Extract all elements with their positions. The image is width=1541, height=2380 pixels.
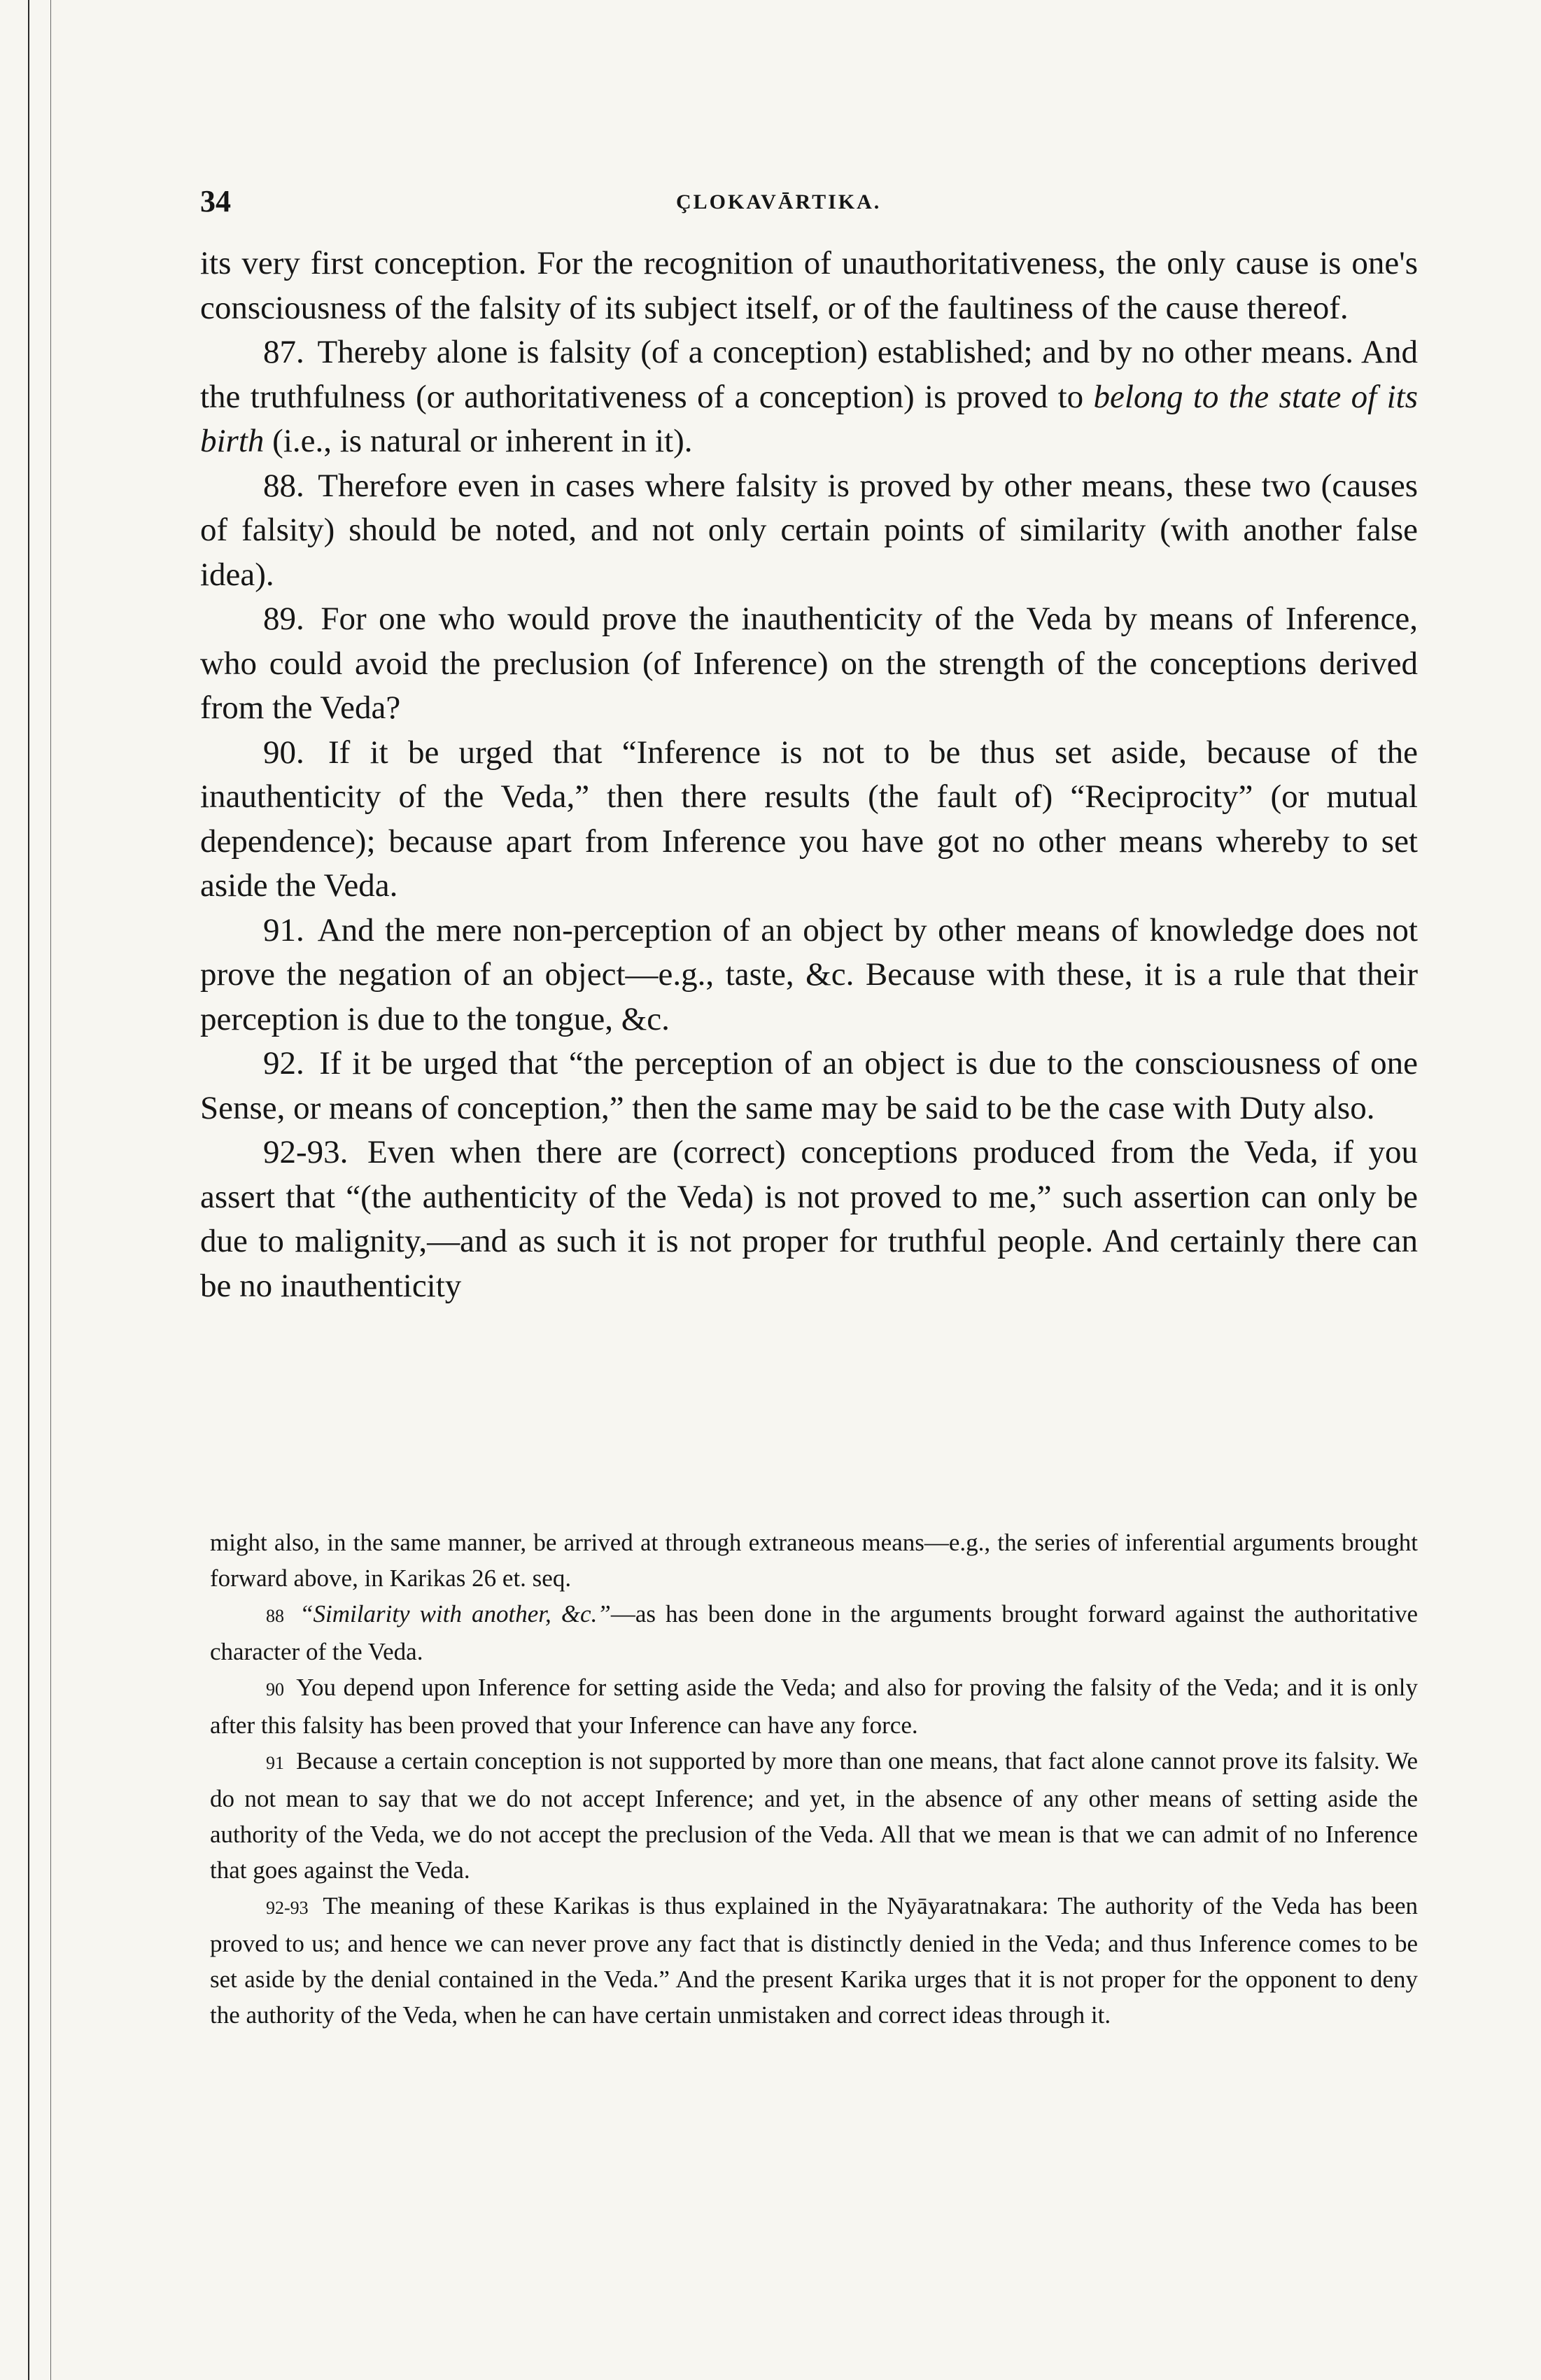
verse-92 — [200, 1042, 1418, 1130]
verse-text: If it be urged that “the perception of an object is due to the consciousness of one Sense, or means of conception,” then the same may be said to be the case with Duty also. — [200, 1045, 1418, 1126]
footnote-continuation: might also, in the same manner, be arrived at through extraneous means—e.g., the series of inferential arguments brought forward above, in Karikas 26 et. seq. — [210, 1529, 1418, 1592]
footnote-text: Because a certain conception is not supported by more than one means, that fact alone cannot prove its falsity. We do not mean to say that we do not accept Inference; and yet, in the absence of any other means of setting aside the authority of the Veda, we do not accept the preclusion of the Veda. All that we mean is that we can admit of no Inference that goes against the Veda. — [210, 1747, 1419, 1884]
verse-number: 90. — [263, 734, 304, 771]
verse-number: 88. — [263, 467, 304, 504]
binding-edge-line — [50, 0, 51, 2380]
footnote-text: —as has been done in the arguments brought forward against the authoritative character of the Veda. — [210, 1600, 1419, 1665]
verse-number: 92. — [263, 1045, 304, 1082]
verse-text: And the mere non-perception of an object by other means of knowledge does not prove the negation of an object—e.g., taste, &c. Because with these, it is a rule that their perception is due to the tongue, &c. — [200, 911, 1418, 1037]
footnote-text: The meaning of these Karikas is thus explained in the Nyāyaratnakara: The authority of the Veda has been proved to us; and hence we can never prove any fact that is distinctly denied in the Veda; and thus Inference comes to be set aside by the denial contained in the Veda.” And the present Karika urges that it is not proper for the opponent to deny the authority of the Veda, when he can have certain unmistaken and correct ideas through it. — [210, 1892, 1418, 2029]
verse-number: 87. — [263, 334, 304, 370]
page-number: 34 — [200, 184, 231, 218]
footnote-text: You depend upon Inference for setting aside the Veda; and also for proving the falsity of the Veda; and it is only after this falsity has been proved that your Inference can have any force. — [210, 1674, 1419, 1739]
footnote-91 — [210, 1743, 1418, 1888]
verse-87 — [200, 330, 1418, 464]
verse-88 — [200, 464, 1418, 598]
footnote-90 — [210, 1670, 1418, 1743]
page-header — [200, 183, 1418, 225]
main-text — [200, 241, 1418, 1308]
verse-90 — [200, 731, 1418, 909]
binding-edge-line — [28, 0, 29, 2380]
footnote-88 — [210, 1596, 1418, 1670]
intro-paragraph: its very first conception. For the recognition of unauthoritativeness, the only cause is one's consciousness of the falsity of its subject itself, or of the faultiness of the cause thereof. — [200, 245, 1418, 326]
footnote-92-93 — [210, 1888, 1418, 2033]
verse-text: For one who would prove the inauthenticity of the Veda by means of Inference, who could avoid the preclusion (of Inference) on the strength of the conceptions derived from the Veda? — [200, 601, 1419, 726]
footnote-number: 90 — [266, 1679, 284, 1700]
footnote-number: 88 — [266, 1606, 284, 1626]
footnotes — [210, 1525, 1418, 2033]
verse-italic-text: belong to the state of its birth — [200, 378, 1418, 459]
verse-text: Even when there are (correct) conceptions produced from the Veda, if you assert that “(the authenticity of the Veda) is not proved to me,” such assertion can only be due to malignity,—and as such it is not proper for truthful people. And certainly there can be no inauthenticity — [200, 1134, 1419, 1304]
footnote-number: 91 — [266, 1753, 284, 1773]
verse-number: 92-93. — [263, 1134, 349, 1170]
verse-text: If it be urged that “Inference is not to be thus set aside, because of the inauthenticity of the Veda,” then there results (the fault of) “Reciprocity” (or mutual dependence); because apart from Inference you have got no other means whereby to set aside the Veda. — [200, 734, 1419, 904]
footnote-number: 92-93 — [266, 1898, 309, 1918]
verse-number: 91. — [263, 911, 304, 948]
verse-89 — [200, 597, 1418, 731]
verse-92-93 — [200, 1130, 1418, 1308]
running-title: ÇLOKAVĀRTIKA. — [676, 190, 882, 214]
verse-91 — [200, 909, 1418, 1042]
verse-number: 89. — [263, 601, 304, 637]
verse-text: (i.e., is natural or inherent in it). — [272, 423, 693, 459]
footnote-italic-text: “Similarity with another, &c.” — [300, 1600, 611, 1628]
verse-text: Thereby alone is falsity (of a conception) established; and by no other means. And the truthfulness (or authoritativeness of a conception) is proved to — [200, 334, 1419, 415]
verse-text: Therefore even in cases where falsity is proved by other means, these two (causes of falsity) should be noted, and not only certain points of similarity (with another false idea). — [200, 467, 1418, 593]
